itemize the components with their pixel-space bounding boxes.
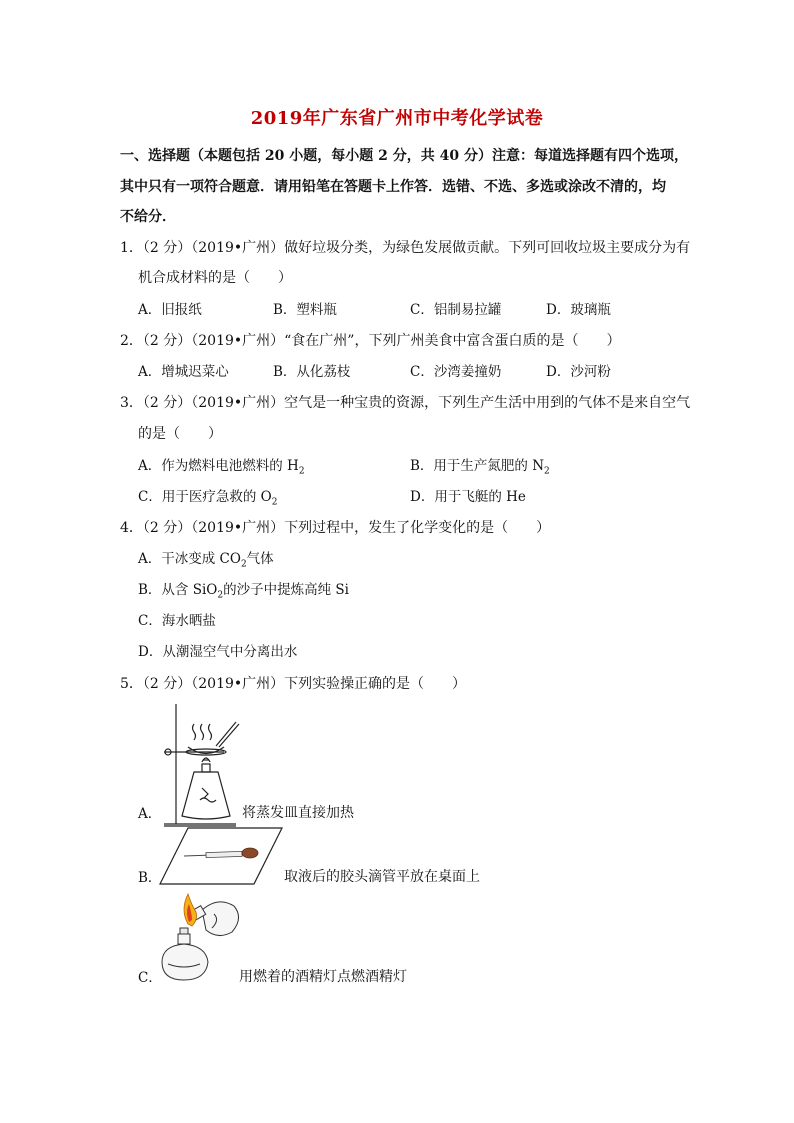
question-4-option-d[interactable]: D．从潮湿空气中分离出水 — [138, 644, 298, 660]
question-3-option-d[interactable]: D．用于飞艇的 He — [410, 489, 526, 505]
option-text: B．从含 SiO — [138, 582, 218, 598]
option-text: A．干冰变成 CO — [138, 551, 241, 567]
section-instructions-line3: 不给分． — [120, 209, 176, 225]
page-title: 2019年广东省广州市中考化学试卷 — [250, 108, 544, 129]
question-1-line2: 机合成材料的是（ ） — [138, 270, 292, 286]
question-2-option-a[interactable]: A．增城迟菜心 — [138, 364, 229, 380]
question-5-option-a-letter[interactable]: A． — [138, 806, 162, 822]
section-instructions-line1: 一、选择题（本题包括 20 小题，每小题 2 分，共 40 分）注意：每道选择题有四个选项， — [120, 148, 688, 164]
question-5-option-c-letter[interactable]: C． — [138, 970, 162, 986]
option-text-suffix: 气体 — [246, 551, 274, 567]
subscript: 2 — [298, 466, 305, 477]
evaporating-dish-heating-figure — [158, 700, 248, 830]
subscript: 2 — [240, 559, 247, 570]
question-5-option-a-text[interactable]: 将蒸发皿直接加热 — [242, 805, 354, 821]
question-4-option-b[interactable] — [138, 580, 349, 606]
question-3-line2: 的是（ ） — [138, 426, 222, 442]
section-instructions-line2: 其中只有一项符合题意．请用铅笔在答题卡上作答．选错、不选、多选或涂改不清的，均 — [120, 179, 666, 195]
subscript: 2 — [544, 466, 550, 477]
question-2-option-c[interactable]: C．沙湾姜撞奶 — [410, 364, 502, 380]
question-5-option-c-text[interactable]: 用燃着的酒精灯点燃酒精灯 — [239, 969, 407, 985]
question-4-line1: 4．（2 分）（2019•广州）下列过程中，发生了化学变化的是（ ） — [120, 520, 551, 536]
option-text: A．作为燃料电池燃料的 H — [138, 458, 299, 474]
option-text-suffix: 的沙子中提炼高纯 Si — [223, 582, 349, 598]
question-4-option-c[interactable]: C．海水晒盐 — [138, 613, 216, 629]
question-5-option-b-letter[interactable]: B． — [138, 870, 162, 886]
question-2-option-b[interactable]: B．从化荔枝 — [273, 364, 351, 380]
question-3-option-b[interactable] — [410, 456, 550, 482]
question-5-line1-start: 5．（2 分）（2019•广州）下列实验操 — [120, 676, 355, 692]
question-3-line1: 3．（2 分）（2019•广州）空气是一种宝贵的资源，下列生产生活中用到的气体不是来自空气 — [120, 395, 691, 411]
question-4-option-a[interactable] — [138, 549, 274, 575]
subscript: 2 — [271, 497, 278, 508]
option-text: B．用于生产氮肥的 N — [410, 458, 545, 474]
question-1-option-c[interactable]: C．铝制易拉罐 — [410, 302, 502, 318]
question-2-line1: 2．（2 分）（2019•广州）“食在广州”，下列广州美食中富含蛋白质的是（ ） — [120, 333, 621, 349]
question-1-option-d[interactable]: D．玻璃瓶 — [546, 302, 611, 318]
question-1-option-b[interactable]: B．塑料瓶 — [273, 302, 337, 318]
question-5-option-b-text[interactable]: 取液后的胶头滴管平放在桌面上 — [284, 869, 480, 885]
question-3-option-c[interactable] — [138, 487, 277, 513]
question-2-option-d[interactable]: D．沙河粉 — [546, 364, 611, 380]
question-3-option-a[interactable] — [138, 456, 305, 482]
question-1-line1: 1．（2 分）（2019•广州）做好垃圾分类，为绿色发展做贡献。下列可回收垃圾主要成分为有 — [120, 240, 691, 256]
question-5-line1-end: 正确的是（ ） — [354, 676, 466, 692]
subscript: 2 — [217, 590, 224, 601]
option-text: C．用于医疗急救的 O — [138, 489, 272, 505]
question-1-option-a[interactable]: A．旧报纸 — [138, 302, 202, 318]
alcohol-lamp-lighting-figure — [158, 890, 244, 986]
dropper-on-table-figure — [158, 826, 284, 888]
